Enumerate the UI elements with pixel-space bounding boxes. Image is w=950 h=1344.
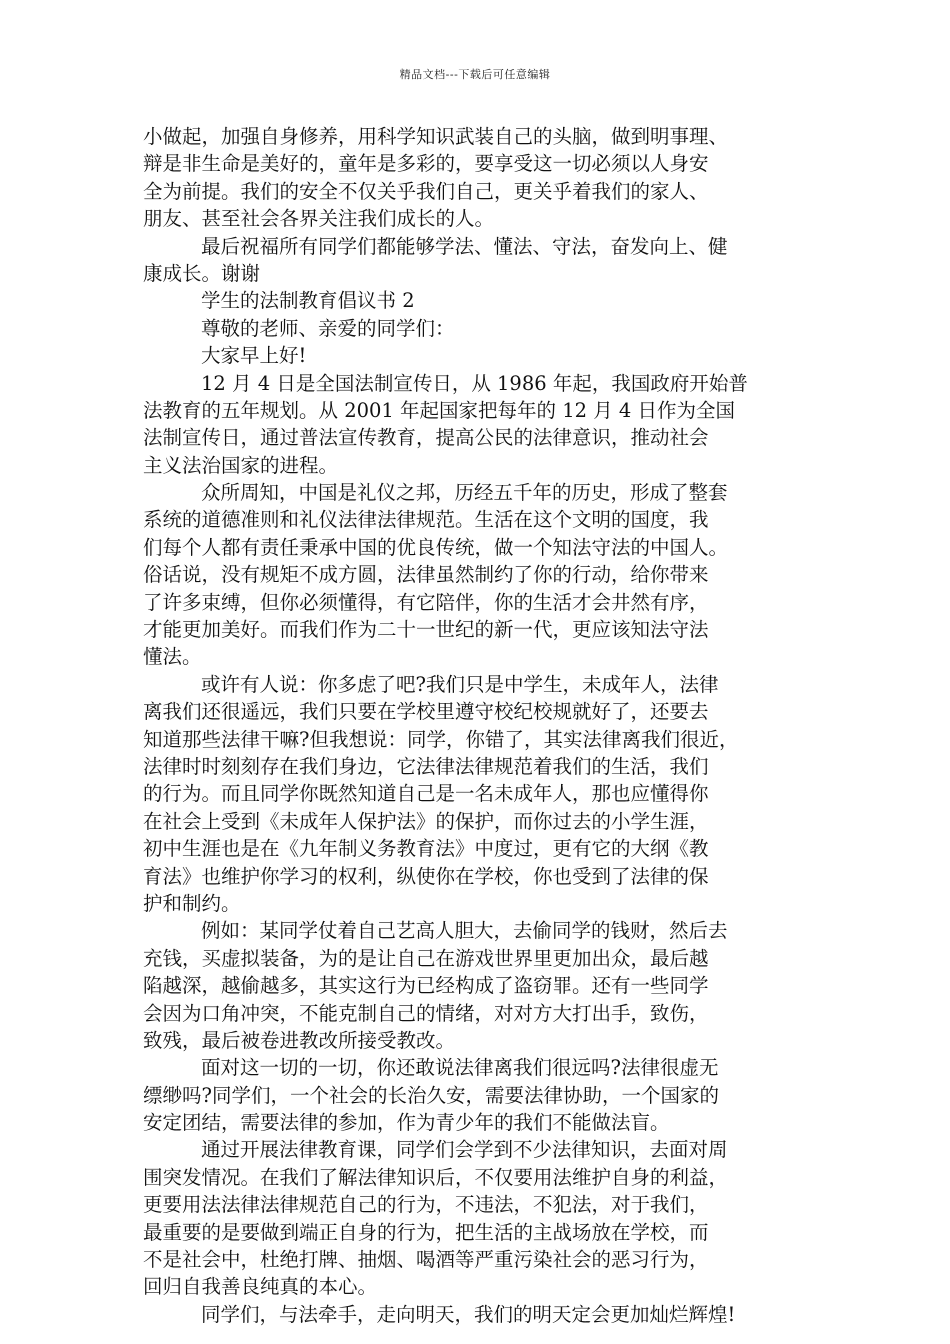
text-line: 12 月 4 日是全国法制宣传日，从 1986 年起，我国政府开始普 xyxy=(201,371,748,395)
text-line: 在社会上受到《未成年人保护法》的保护，而你过去的小学生涯， xyxy=(143,809,709,833)
text-line: 充钱，买虚拟装备，为的是让自己在游戏世界里更加出众，最后越 xyxy=(143,946,709,970)
page-header: 精品文档---下载后可任意编辑 xyxy=(399,68,551,81)
text-line: 初中生涯也是在《九年制义务教育法》中度过，更有它的大纲《教 xyxy=(143,837,709,861)
text-line: 系统的道德准则和礼仪法律法律规范。生活在这个文明的国度，我 xyxy=(143,508,709,532)
text-line: 致残，最后被卷进教改所接受教改。 xyxy=(143,1028,456,1052)
text-line: 回归自我善良纯真的本心。 xyxy=(143,1275,378,1299)
text-line: 不是社会中，杜绝打牌、抽烟、喝酒等严重污染社会的恶习行为， xyxy=(143,1248,709,1272)
text-line: 最重要的是要做到端正自身的行为，把生活的主战场放在学校，而 xyxy=(143,1220,709,1244)
text-line: 同学们，与法牵手，走向明天，我们的明天定会更加灿烂辉煌! xyxy=(201,1302,736,1326)
text-line: 懂法。 xyxy=(143,645,202,669)
text-line: 法教育的五年规划。从 2001 年起国家把每年的 12 月 4 日作为全国 xyxy=(143,398,736,422)
text-line: 辩是非生命是美好的，童年是多彩的，要享受这一切必须以人身安 xyxy=(143,152,709,176)
text-line: 们每个人都有责任秉承中国的优良传统，做一个知法守法的中国人。 xyxy=(143,535,729,559)
text-line: 了许多束缚，但你必须懂得，有它陪伴，你的生活才会井然有序， xyxy=(143,590,709,614)
text-line: 更要用法法律法律规范自己的行为，不违法，不犯法，对于我们， xyxy=(143,1193,709,1217)
text-line: 会因为口角冲突，不能克制自己的情绪，对对方大打出手，致伤， xyxy=(143,1001,709,1025)
text-line: 最后祝福所有同学们都能够学法、懂法、守法，奋发向上、健 xyxy=(201,234,728,258)
text-line: 知道那些法律干嘛?但我想说：同学，你错了，其实法律离我们很近， xyxy=(143,727,739,751)
text-line: 才能更加美好。而我们作为二十一世纪的新一代，更应该知法守法 xyxy=(143,618,709,642)
text-line: 面对这一切的一切，你还敢说法律离我们很远吗?法律很虚无 xyxy=(201,1056,719,1080)
text-line: 法律时时刻刻存在我们身边，它法律法律规范着我们的生活，我们 xyxy=(143,754,709,778)
text-line: 康成长。谢谢 xyxy=(143,261,261,285)
text-line: 小做起，加强自身修养，用科学知识武装自己的头脑，做到明事理、 xyxy=(143,125,729,148)
text-line: 缥缈吗?同学们，一个社会的长治久安，需要法律协助，一个国家的 xyxy=(143,1083,719,1107)
text-line: 尊敬的老师、亲爱的同学们： xyxy=(201,316,455,340)
text-line: 学生的法制教育倡议书 2 xyxy=(201,289,415,313)
text-line: 主义法治国家的进程。 xyxy=(143,453,339,477)
text-line: 护和制约。 xyxy=(143,891,241,915)
text-line: 通过开展法律教育课，同学们会学到不少法律知识，去面对周 xyxy=(201,1138,728,1162)
document-body xyxy=(143,123,810,1328)
text-line: 或许有人说：你多虑了吧?我们只是中学生，未成年人，法律 xyxy=(201,672,719,696)
text-line: 众所周知，中国是礼仪之邦，历经五千年的历史，形成了整套 xyxy=(201,481,728,505)
text-line: 法制宣传日，通过普法宣传教育，提高公民的法律意识，推动社会 xyxy=(143,426,709,450)
text-line: 朋友、甚至社会各界关注我们成长的人。 xyxy=(143,207,495,231)
text-line: 全为前提。我们的安全不仅关乎我们自己，更关乎着我们的家人、 xyxy=(143,179,709,203)
text-line: 大家早上好! xyxy=(201,344,307,368)
text-line: 围突发情况。在我们了解法律知识后，不仅要用法维护自身的利益， xyxy=(143,1165,729,1189)
text-line: 安定团结，需要法律的参加，作为青少年的我们不能做法盲。 xyxy=(143,1111,670,1135)
text-line: 育法》也维护你学习的权利，纵使你在学校，你也受到了法律的保 xyxy=(143,864,709,888)
text-line: 离我们还很遥远，我们只要在学校里遵守校纪校规就好了，还要去 xyxy=(143,700,709,724)
text-line: 的行为。而且同学你既然知道自己是一名未成年人，那也应懂得你 xyxy=(143,782,709,806)
text-line: 例如：某同学仗着自己艺高人胆大，去偷同学的钱财，然后去 xyxy=(201,919,728,943)
text-line: 陷越深，越偷越多，其实这行为已经构成了盗窃罪。还有一些同学 xyxy=(143,974,709,998)
text-line: 俗话说，没有规矩不成方圆，法律虽然制约了你的行动，给你带来 xyxy=(143,563,709,587)
